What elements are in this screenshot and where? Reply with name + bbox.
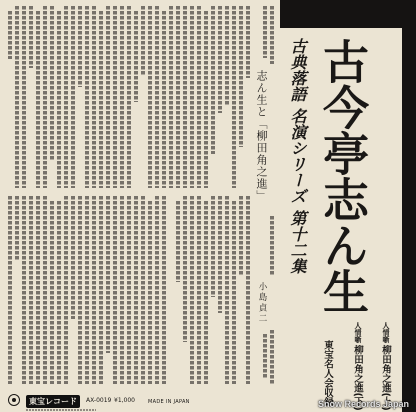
track-1-title: 柳田角之進(上) [380, 345, 391, 411]
body-text-column [127, 196, 131, 384]
body-text-column [29, 196, 33, 384]
body-text-column [8, 196, 12, 384]
liner-notes-author: 小島貞二 [257, 282, 267, 324]
body-text-column [134, 196, 138, 384]
body-text-column [211, 196, 215, 297]
body-text-column [176, 201, 180, 282]
body-text-column [197, 196, 201, 384]
body-text-column [197, 6, 201, 188]
body-text-column [148, 6, 152, 188]
series-title [285, 38, 305, 280]
body-text-column [155, 6, 159, 188]
body-text-column [64, 196, 68, 384]
body-text-column [246, 6, 250, 78]
body-text-column [29, 6, 33, 68]
catalog-number: AX-0019 [86, 397, 112, 404]
body-text-column [36, 196, 40, 384]
body-text-column [176, 6, 180, 188]
body-text-column [71, 196, 75, 319]
body-text-column [225, 196, 229, 384]
artist-name: 古今亭志ん生 [316, 38, 370, 314]
body-text-column [106, 6, 110, 188]
body-text-column [43, 196, 47, 384]
made-in-japan: MADE IN JAPAN [148, 399, 190, 405]
body-text-column [113, 196, 117, 384]
body-text-column [239, 6, 243, 147]
body-text-column [169, 6, 173, 188]
body-text-column [22, 196, 26, 384]
body-text-column [162, 196, 166, 384]
body-text-column [183, 196, 187, 342]
track-2-genre: 人情噺 [354, 322, 362, 343]
body-text-column [134, 11, 138, 102]
body-text-column [50, 6, 54, 160]
body-text-column [155, 196, 159, 384]
body-text-column [71, 6, 75, 188]
body-text-column [85, 196, 89, 384]
body-text-column [43, 6, 47, 188]
body-text-column [22, 6, 26, 188]
body-text-column [218, 6, 222, 113]
label-emblem-icon [8, 394, 20, 406]
body-text-column [148, 201, 152, 384]
recording-note: 東宝名人会収録 [322, 340, 333, 407]
body-text-column [263, 6, 267, 58]
body-text-column [239, 196, 243, 275]
body-text-column [92, 196, 96, 384]
body-text-column [120, 196, 124, 384]
body-text-column [8, 11, 12, 59]
body-text-column [162, 11, 166, 188]
body-text-column [270, 216, 274, 276]
body-text-column [270, 6, 274, 64]
body-text-column [99, 196, 103, 384]
body-text-column [263, 334, 267, 378]
body-text-column [57, 201, 61, 384]
liner-notes-title: 志ん生と「柳田角之進」 [255, 70, 268, 202]
body-text-column [232, 6, 236, 188]
body-text-column [106, 196, 110, 353]
watermark: Snow Records Japan [318, 399, 410, 409]
body-text-column [232, 201, 236, 384]
series-volume: 第十二集 [288, 210, 307, 274]
body-text-column [225, 6, 229, 106]
track-2-title: 柳田角之進(下) [352, 345, 363, 411]
body-text-column [113, 6, 117, 188]
series-title-part2: 名演シリーズ [288, 108, 307, 204]
body-text-column [85, 6, 89, 188]
body-text-column [92, 6, 96, 188]
body-text-column [50, 201, 54, 384]
body-text-column [99, 11, 103, 188]
body-text-column [120, 6, 124, 188]
body-text-column [15, 6, 19, 188]
body-text-column [78, 196, 82, 384]
series-title-part1: 古典落語 [288, 38, 307, 102]
label-fineprint [26, 409, 96, 411]
body-text-column [141, 196, 145, 384]
body-text-column [36, 11, 40, 188]
body-text-column [15, 196, 19, 261]
title-panel-side-bar [402, 0, 416, 412]
body-text-column [204, 11, 208, 188]
body-text-column [270, 330, 274, 384]
body-text-column [190, 196, 194, 384]
body-text-column [246, 196, 250, 384]
body-text-column [183, 6, 187, 188]
body-text-column [204, 201, 208, 384]
body-text-column [141, 6, 145, 76]
body-text-column [57, 11, 61, 188]
price: ¥1,000 [114, 397, 135, 404]
track-1-genre: 人情噺 [382, 322, 390, 343]
body-text-column [218, 196, 222, 313]
body-text-column [127, 6, 131, 188]
record-label-logo: 東宝レコード [26, 395, 80, 408]
title-panel-top-bar [280, 0, 416, 28]
body-text-column [64, 6, 68, 188]
body-text-column [190, 6, 194, 188]
body-text-column [211, 6, 215, 154]
body-text-column [78, 6, 82, 87]
